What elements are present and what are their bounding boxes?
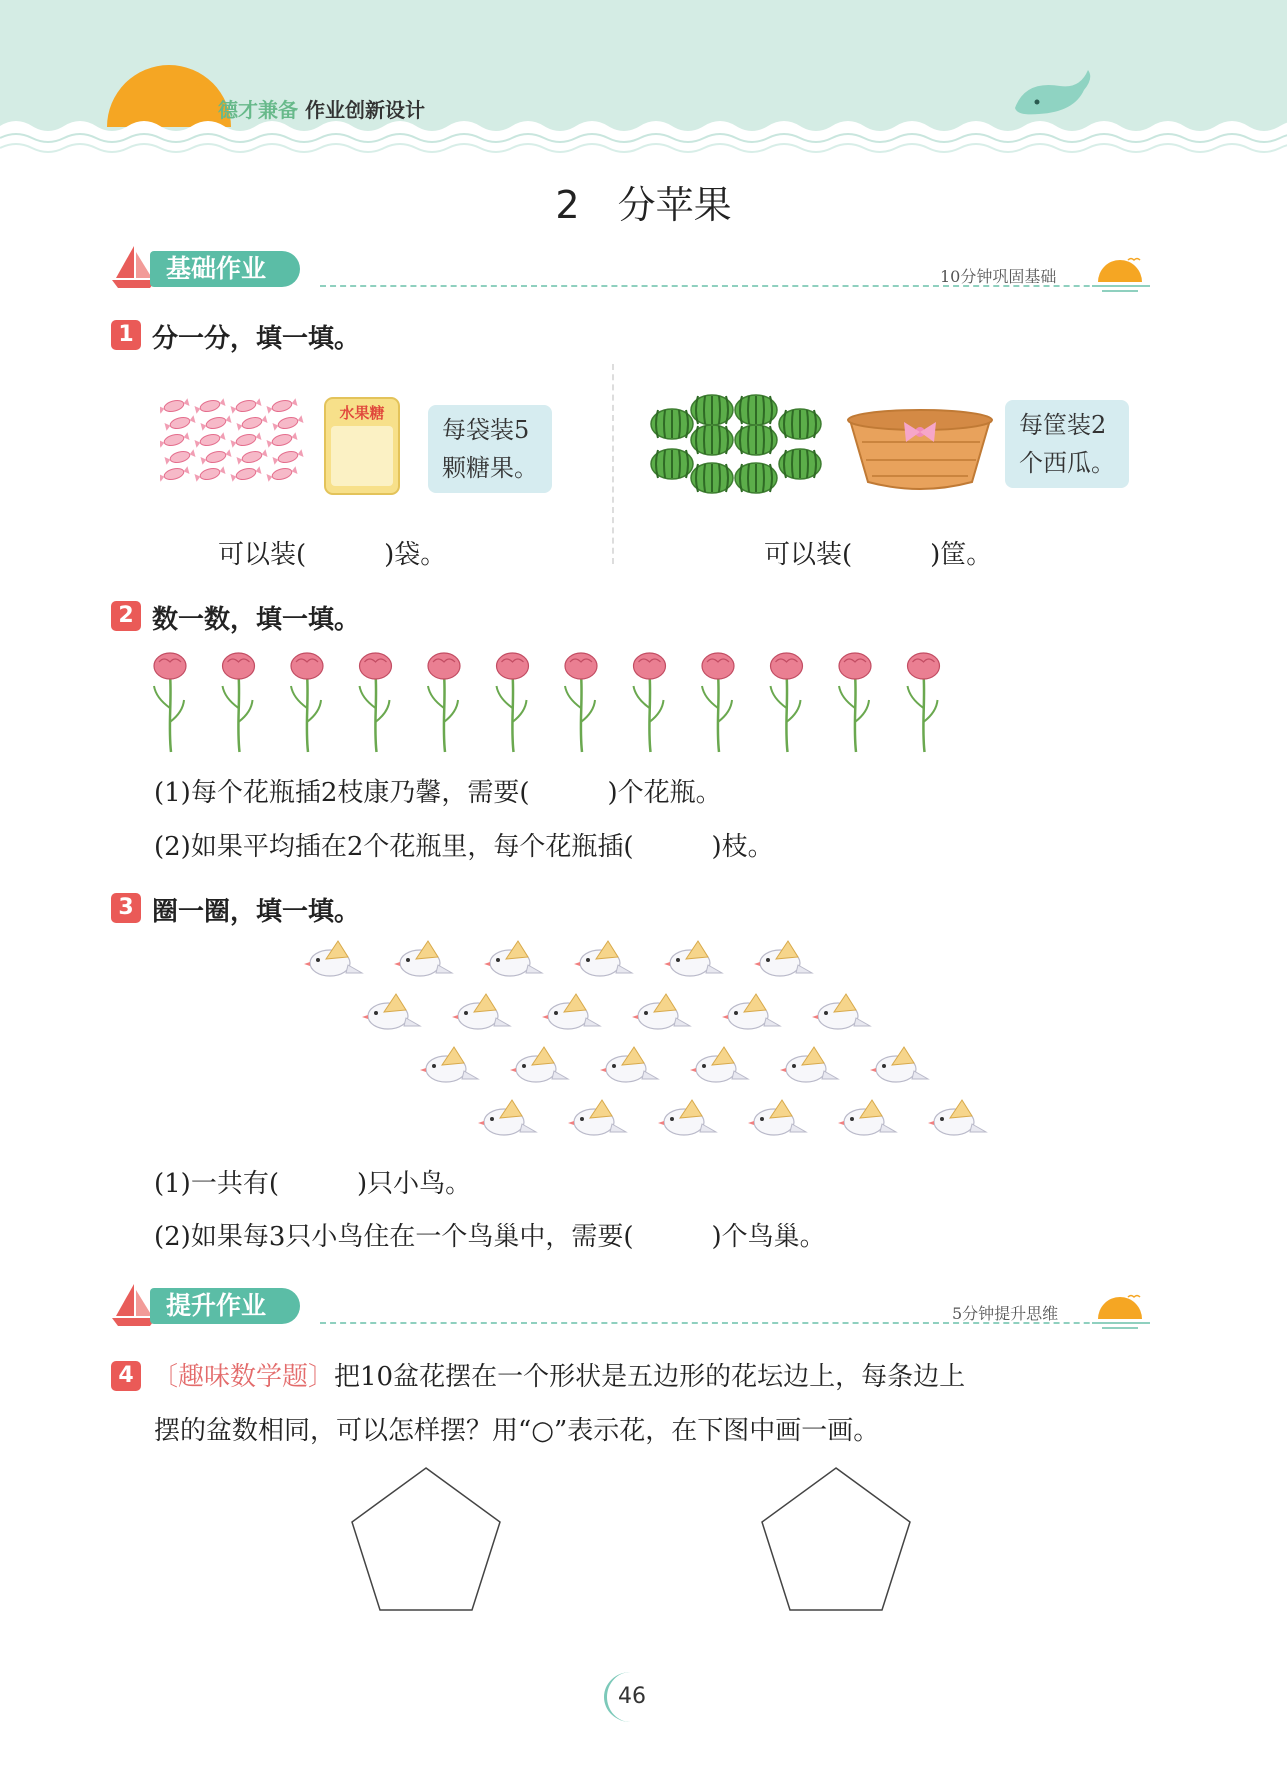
candy-icon [272,448,304,465]
section-advanced-note: 5分钟提升思维 [952,1304,1059,1323]
sunset-icon [1092,1291,1148,1331]
question-number: 2 [111,601,141,631]
sun-icon [107,65,231,127]
bird-icon [362,994,420,1029]
question-instruction: 圈一圈，填一填。 [152,897,361,927]
carnation-icon [291,653,323,752]
candy-icon [194,431,226,448]
answer-line: 可以装( )筐。 [764,540,993,570]
carnation-icon [908,653,940,752]
bird-icon [870,1047,928,1082]
candy-icon [230,397,262,414]
candy-icon [236,414,268,431]
carnation-icon [771,653,803,752]
carnation-icon [428,653,460,752]
candy-icon [266,465,298,482]
bird-icon [632,994,690,1029]
bird-icon [658,1100,716,1135]
watermelon-icon [651,449,693,479]
candy-icon [200,448,232,465]
watermelon-icon [735,395,777,425]
bird-icon [812,994,870,1029]
candy-icon [272,414,304,431]
carnation-icon [565,653,597,752]
watermelon-icon [735,425,777,455]
pentagon-shape[interactable] [352,1468,500,1610]
pentagon-shape[interactable] [762,1468,910,1610]
bird-group [300,935,1000,1150]
carnation-icon [634,653,666,752]
bird-icon [780,1047,838,1082]
bird-icon [838,1100,896,1135]
bird-icon [600,1047,658,1082]
bird-icon [748,1100,806,1135]
brand [218,94,425,123]
candy-bag-label: 水果糖 [339,404,385,422]
carnation-icon [223,653,255,752]
question-line: (1)一共有( )只小鸟。 [154,1169,472,1199]
bubble-line: 个西瓜。 [1019,449,1115,477]
candy-icon [266,431,298,448]
bird-icon [928,1100,986,1135]
bird-icon [452,994,510,1029]
sunset-icon [1092,254,1148,294]
question-instruction: 分一分，填一填。 [152,324,361,354]
candy-icon [164,414,196,431]
brand-green: 德才兼备 [218,98,298,122]
whale-icon [1015,70,1090,114]
carnation-row [140,650,970,755]
carnation-icon [497,653,529,752]
speech-bubble [428,405,552,493]
answer-line: 可以装( )袋。 [218,540,447,570]
candy-group [160,392,410,502]
candy-icon [230,465,262,482]
question-number: 3 [111,893,141,923]
candy-icon [200,414,232,431]
bubble-line: 颗糖果。 [442,454,538,482]
watermelon-group [650,390,995,505]
question-tag: 〔趣味数学题〕 [152,1362,335,1392]
section-basic-note: 10分钟巩固基础 [940,267,1057,286]
bird-icon [690,1047,748,1082]
bird-icon [304,941,362,976]
bird-icon [484,941,542,976]
watermelon-icon [691,395,733,425]
bird-icon [568,1100,626,1135]
bird-icon [478,1100,536,1135]
bird-icon [754,941,812,976]
carnation-icon [154,653,186,752]
question-line: (2)如果每3只小鸟住在一个鸟巢中，需要( )个鸟巢。 [154,1222,826,1252]
question-line: 摆的盆数相同，可以怎样摆？用“○”表示花，在下图中画一画。 [154,1416,880,1446]
section-basic-label: 基础作业 [150,251,300,287]
page-title: 2 分苹果 [555,183,732,227]
watermelon-icon [735,463,777,493]
watermelon-icon [779,409,821,439]
bird-icon [574,941,632,976]
watermelon-icon [779,449,821,479]
watermelon-icon [691,425,733,455]
question-line [152,1356,965,1393]
question-number: 1 [111,320,141,350]
candy-icon [266,397,298,414]
candy-icon [160,397,190,414]
watermelon-icon [691,463,733,493]
question-line: (1)每个花瓶插2枝康乃馨，需要( )个花瓶。 [154,778,722,808]
column-divider [612,364,614,564]
question-line: (2)如果平均插在2个花瓶里，每个花瓶插( )枝。 [154,832,774,862]
candy-icon [194,465,226,482]
bird-icon [394,941,452,976]
header-decoration [0,0,1287,160]
candy-icon [194,397,226,414]
candy-icon [160,465,190,482]
brand-dark: 作业创新设计 [304,98,425,122]
bubble-line: 每袋装5 [442,416,530,444]
section-advanced-label: 提升作业 [150,1288,300,1324]
page-number: 46 [604,1672,657,1722]
candy-icon [230,431,262,448]
carnation-icon [702,653,734,752]
question-number: 4 [111,1361,141,1391]
bubble-line: 每筐装2 [1019,411,1107,439]
bird-icon [420,1047,478,1082]
candy-icon [236,448,268,465]
carnation-icon [839,653,871,752]
bird-icon [664,941,722,976]
candy-icon [160,431,190,448]
question-text: 把10盆花摆在一个形状是五边形的花坛边上，每条边上 [334,1362,966,1392]
bird-icon [722,994,780,1029]
speech-bubble [1005,400,1129,488]
candy-icon [164,448,196,465]
question-instruction: 数一数，填一填。 [152,605,361,635]
watermelon-icon [651,409,693,439]
carnation-icon [360,653,392,752]
drawing-area [330,1460,930,1620]
bird-icon [542,994,600,1029]
bird-icon [510,1047,568,1082]
